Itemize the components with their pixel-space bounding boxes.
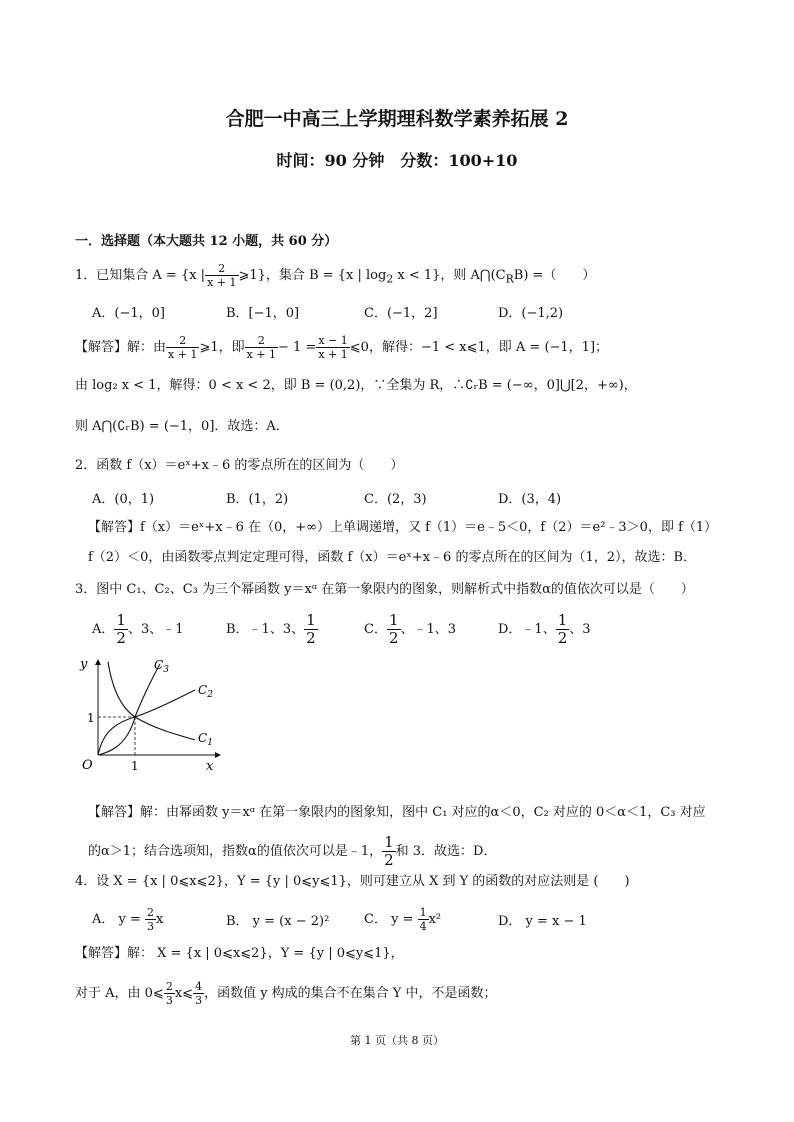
q2-solution-line-2: f（2）＜0，由函数零点判定定理可得，函数 f（x）＝eˣ+x﹣6 的零点所在的区间为（1，2），故选：B． (88, 550, 697, 565)
q4-option-d: D． y = x − 1 (498, 914, 587, 929)
q1-stem-fraction: $\frac{2}{x + 1}$ (207, 262, 237, 289)
q4-option-a: A． y = $\frac{2}{3}$ x (92, 906, 164, 933)
q1-option-c: C．(−1，2] (364, 306, 438, 321)
y-axis-label: y (80, 657, 88, 672)
y-tick-1: 1 (87, 711, 95, 725)
q3-option-b: B．﹣1、3、 $\frac{1}{2}$ (226, 611, 316, 647)
q4-solution-line-1: 【解答】解： X = {x | 0⩽x⩽2}，Y = {y | 0⩽y⩽1}， (75, 946, 404, 961)
q3-solution-line-2: 的α＞1；结合选项知，指数α的值依次可以是﹣1， $\frac{1}{2}$ 和 3．故选：D． (88, 833, 497, 869)
c1-label: $C_1$ (198, 731, 213, 748)
question-1-stem: 1．已知集合 A = {x | $\frac{2}{x + 1}$ ⩾1}，集合 B = {x | $\log_2 x < 1$}，则 $A⋂(C_RB)$ =（ ） (75, 262, 596, 289)
q1-solution-line-2: 由 log₂ x < 1，解得：0 < x < 2，即 B = (0,2)，∵全集为 R，∴∁ᵣB = (−∞，0]⋃[2，+∞)， (75, 378, 637, 393)
c2-label: $C_2$ (198, 683, 213, 700)
q2-option-d: D．(3，4) (498, 492, 562, 507)
q3-option-a: A． $\frac{1}{2}$ 、3、﹣1 (92, 611, 184, 647)
x-axis-label: x (206, 759, 214, 774)
q1-solution-line-3: 则 A⋂(∁ᵣB) = (−1，0]．故选：A． (75, 419, 289, 434)
page-footer: 第 1 页（共 8 页） (350, 1034, 444, 1047)
q1-stem-part: x < 1}，则 A⋂(C (393, 268, 506, 283)
section-heading: 一．选择题（本大题共 12 小题，共 60 分） (75, 234, 338, 249)
q3-solution-line-1: 【解答】解：由幂函数 y＝xᵅ 在第一象限内的图象知，图中 C₁ 对应的α＜0，C₂ 对应的 0＜α＜1，C₃ 对应 (88, 805, 706, 820)
origin-label: O (82, 758, 93, 773)
q4-option-b: B． y = (x − 2)² (226, 914, 330, 929)
question-3-stem: 3．图中 C₁、C₂、C₃ 为三个幂函数 y＝xᵅ 在第一象限内的图象，则解析式中指数α的值依次可以是（ ） (75, 582, 694, 597)
c3-label: $C_3$ (154, 658, 169, 675)
q2-option-a: A．(0，1) (92, 492, 155, 507)
q1-stem-part: B) =（ ） (513, 268, 596, 283)
curve-c3 (98, 664, 160, 755)
x-tick-1: 1 (131, 759, 139, 773)
curve-c1 (108, 662, 195, 740)
question-4-stem: 4．设 X = {x | 0⩽x⩽2}，Y = {y | 0⩽y⩽1}，则可建立从 X 到 Y 的函数的对应法则是 ( ) (75, 874, 630, 889)
exam-info: 时间：90 分钟 分数：100+10 (276, 151, 518, 170)
q1-option-d: D．(−1,2) (498, 306, 564, 321)
q2-option-b: B．(1，2) (226, 492, 289, 507)
q4-solution-line-2: 对于 A，由 0⩽ $\frac{2}{3}$ x⩽ $\frac{4}{3}$ ，函数值 y 构成的集合不在集合 Y 中，不是函数； (75, 980, 497, 1007)
q1-solution-line-1: 【解答】解：由 $\frac{2}{x + 1}$ ⩾1，即 $\frac{2}{x + 1}$ − 1 = $\frac{x - 1}{x + 1}$ ⩽0，解得：−1 < x⩽1，即 A = (−1，1]； (75, 334, 609, 361)
q1-option-b: B．[−1，0] (226, 306, 300, 321)
q3-option-d: D．﹣1、 $\frac{1}{2}$ 、3 (498, 611, 591, 647)
q1-stem-part: 1．已知集合 A = {x | (75, 268, 206, 283)
q1-stem-part: ⩾1}，集合 B = {x | log (238, 268, 387, 283)
q2-solution-line-1: 【解答】f（x）＝eˣ+x﹣6 在（0，+∞）上单调递增，又 f（1）＝e﹣5＜0，f（2）＝e²﹣3＞0，即 f（1） (88, 520, 718, 535)
q3-option-c: C． $\frac{1}{2}$ 、﹣1、3 (364, 611, 457, 647)
q1-option-a: A．(−1，0] (92, 306, 165, 321)
power-function-graph (70, 652, 230, 777)
q4-option-c: C． y = $\frac{1}{4}$ x² (364, 906, 442, 933)
curve-c2 (98, 690, 195, 755)
question-2-stem: 2．函数 f（x）＝eˣ+x﹣6 的零点所在的区间为（ ） (75, 458, 404, 473)
q2-option-c: C．(2，3) (364, 492, 427, 507)
page-title: 合肥一中高三上学期理科数学素养拓展 2 (225, 108, 569, 130)
